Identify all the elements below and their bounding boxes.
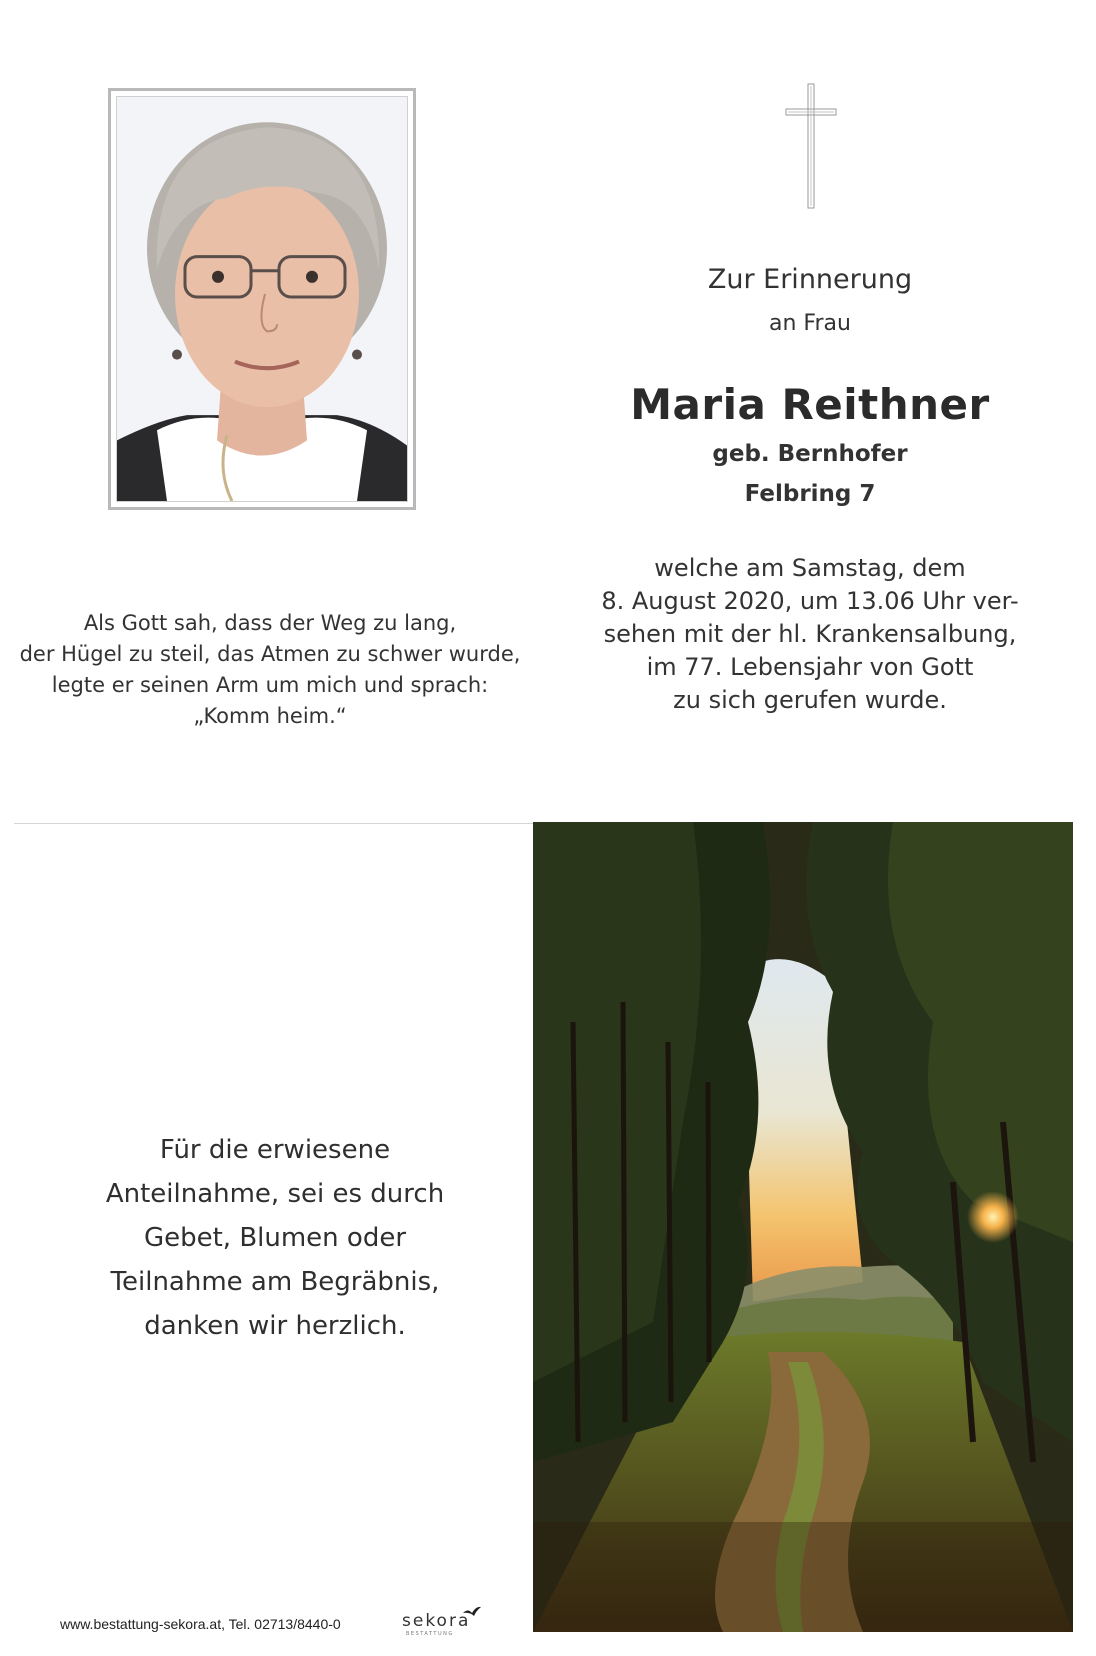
poem-line: der Hügel zu steil, das Atmen zu schwer wurde, xyxy=(19,642,521,666)
logo-text: sekora xyxy=(402,1611,471,1631)
portrait-frame xyxy=(108,88,416,510)
death-notice xyxy=(560,552,1060,717)
thanks-line: Teilnahme am Begräbnis, xyxy=(110,1267,440,1297)
portrait-photo xyxy=(116,96,408,502)
memorial-subtitle: an Frau xyxy=(769,311,851,336)
cross-icon xyxy=(776,82,846,212)
thanks-line: Gebet, Blumen oder xyxy=(143,1223,407,1253)
death-notice-line: welche am Samstag, dem xyxy=(654,554,966,582)
thanks-line: Anteilnahme, sei es durch xyxy=(105,1179,445,1209)
thanks-line: Für die erwiesene xyxy=(159,1135,391,1165)
company-logo xyxy=(402,1605,482,1635)
thanks-line: danken wir herzlich. xyxy=(144,1311,406,1341)
bird-icon xyxy=(462,1605,482,1619)
death-notice-line: zu sich gerufen wurde. xyxy=(673,686,947,714)
address: Felbring 7 xyxy=(744,481,876,507)
thanks-text xyxy=(20,1128,530,1348)
poem-line: „Komm heim.“ xyxy=(193,704,347,728)
logo-subtext: BESTATTUNG xyxy=(406,1631,454,1637)
fold-divider xyxy=(14,823,536,824)
poem-line: legte er seinen Arm um mich und sprach: xyxy=(51,673,489,697)
birth-name: geb. Bernhofer xyxy=(712,441,908,467)
poem-line: Als Gott sah, dass der Weg zu lang, xyxy=(83,611,457,635)
death-notice-line: 8. August 2020, um 13.06 Uhr ver- xyxy=(601,587,1019,615)
footer-contact: www.bestattung-sekora.at, Tel. 02713/8440-0 xyxy=(60,1616,341,1632)
deceased-name: Maria Reithner xyxy=(630,380,990,429)
memorial-title: Zur Erinnerung xyxy=(707,264,913,295)
death-notice-line: sehen mit der hl. Krankensalbung, xyxy=(603,620,1017,648)
poem xyxy=(10,608,530,732)
forest-path-photo xyxy=(533,822,1073,1632)
death-notice-line: im 77. Lebensjahr von Gott xyxy=(646,653,974,681)
